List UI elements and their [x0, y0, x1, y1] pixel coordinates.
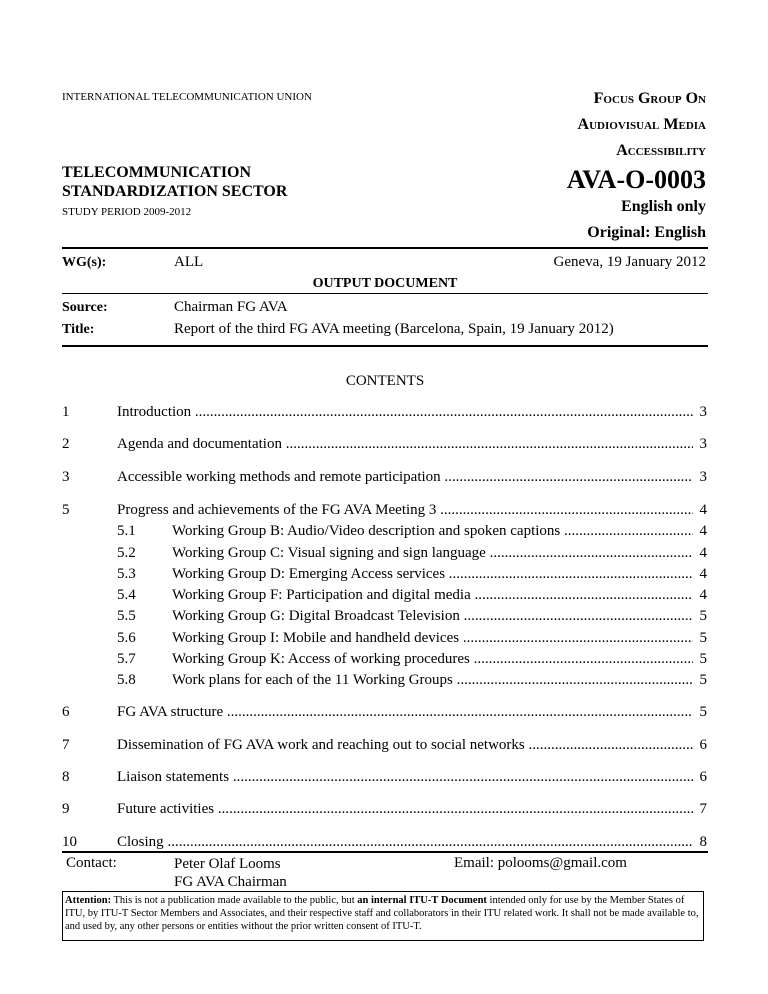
toc-page-number: 3: [699, 469, 707, 485]
contact-role: FG AVA Chairman: [174, 874, 287, 890]
toc-page-number: 5: [699, 704, 707, 720]
toc-title: Liaison statements .....: [117, 769, 693, 786]
toc-number: 2: [62, 436, 70, 452]
toc-page-number: 4: [699, 545, 707, 561]
focus-group-name: [406, 86, 706, 164]
toc-title: Future activities .....: [117, 801, 693, 818]
toc-page-number: 5: [699, 608, 707, 624]
language-note: English only: [621, 198, 706, 215]
toc-number: 8: [62, 769, 70, 785]
toc-entry[interactable]: [62, 651, 707, 671]
toc-page-number: 4: [699, 566, 707, 582]
focus-group-line-3: Accessibility: [616, 142, 706, 159]
toc-page-number: 3: [699, 436, 707, 452]
toc-entry[interactable]: [62, 436, 707, 456]
toc-page-number: 8: [699, 834, 707, 850]
focus-group-line-2: Audiovisual Media: [577, 116, 706, 133]
toc-page-number: 5: [699, 630, 707, 646]
header-divider: [62, 247, 708, 249]
toc-title: Working Group K: Access of working procedures .....: [172, 651, 693, 668]
document-type: OUTPUT DOCUMENT: [312, 276, 458, 291]
toc-entry[interactable]: [62, 608, 707, 628]
toc-title: Agenda and documentation .....: [117, 436, 693, 453]
toc-number: 5.6: [117, 630, 136, 646]
toc-entry[interactable]: [62, 672, 707, 692]
source-value: Chairman FG AVA: [174, 299, 288, 315]
contact-email: Email: polooms@gmail.com: [454, 855, 627, 871]
original-language: Original: English: [587, 224, 706, 241]
sector-line-1: TELECOMMUNICATION: [62, 164, 252, 181]
toc-number: 5: [62, 502, 70, 518]
toc-number: 5.1: [117, 523, 136, 539]
toc-title: Working Group F: Participation and digital media .....: [172, 587, 693, 604]
focus-group-line-1: Focus Group On: [593, 90, 706, 107]
source-label: Source:: [62, 300, 108, 315]
document-number: AVA-O-0003: [566, 165, 706, 194]
toc-title: Dissemination of FG AVA work and reaching out to social networks .....: [117, 737, 693, 754]
attention-prefix: Attention:: [65, 895, 112, 906]
toc-number: 5.2: [117, 545, 136, 561]
contact-name: Peter Olaf Looms: [174, 856, 281, 872]
wg-label: WG(s):: [62, 255, 107, 270]
toc-entry[interactable]: [62, 545, 707, 565]
toc-entry[interactable]: [62, 737, 707, 757]
meta-divider: [62, 293, 708, 294]
toc-number: 6: [62, 704, 70, 720]
attention-text-1: This is not a publication made available to the public, but: [111, 895, 358, 906]
toc-page-number: 6: [699, 769, 707, 785]
attention-notice: [62, 891, 704, 941]
toc-title: FG AVA structure .....: [117, 704, 693, 721]
union-name: INTERNATIONAL TELECOMMUNICATION UNION: [62, 91, 312, 103]
toc-number: 1: [62, 404, 70, 420]
toc-number: 5.8: [117, 672, 136, 688]
attention-internal-doc: an internal ITU-T Document: [357, 895, 487, 906]
toc-entry[interactable]: [62, 769, 707, 789]
wg-value: ALL: [174, 254, 204, 270]
contact-label: Contact:: [66, 855, 117, 871]
toc-page-number: 3: [699, 404, 707, 420]
toc-title: Accessible working methods and remote participation .....: [117, 469, 693, 486]
toc-page-number: 7: [699, 801, 707, 817]
place-date: Geneva, 19 January 2012: [553, 254, 706, 270]
toc-entry[interactable]: [62, 704, 707, 724]
toc-page-number: 4: [699, 523, 707, 539]
title-label: Title:: [62, 322, 95, 337]
contents-heading: CONTENTS: [345, 373, 425, 389]
toc-number: 3: [62, 469, 70, 485]
toc-page-number: 5: [699, 651, 707, 667]
toc-title: Closing .....: [117, 834, 693, 851]
toc-title: Working Group C: Visual signing and sign language .....: [172, 545, 693, 562]
toc-title: Working Group D: Emerging Access services .....: [172, 566, 693, 583]
toc-number: 5.3: [117, 566, 136, 582]
toc-entry[interactable]: [62, 630, 707, 650]
toc-entry[interactable]: [62, 502, 707, 522]
toc-number: 5.7: [117, 651, 136, 667]
toc-title: Progress and achievements of the FG AVA Meeting 3 .....: [117, 502, 693, 519]
toc-entry[interactable]: [62, 523, 707, 543]
toc-entry[interactable]: [62, 566, 707, 586]
toc-number: 5.5: [117, 608, 136, 624]
toc-page-number: 6: [699, 737, 707, 753]
toc-title: Work plans for each of the 11 Working Groups .....: [172, 672, 693, 689]
toc-title: Working Group B: Audio/Video description and spoken captions .....: [172, 523, 693, 540]
toc-number: 10: [62, 834, 77, 850]
toc-page-number: 4: [699, 587, 707, 603]
sector-line-2: STANDARDIZATION SECTOR: [62, 183, 288, 200]
toc-page-number: 4: [699, 502, 707, 518]
toc-number: 5.4: [117, 587, 136, 603]
toc-entry[interactable]: [62, 469, 707, 489]
contact-person: [174, 855, 287, 891]
toc-entry[interactable]: [62, 404, 707, 424]
title-divider: [62, 345, 708, 347]
toc-number: 7: [62, 737, 70, 753]
toc-page-number: 5: [699, 672, 707, 688]
toc-entry[interactable]: [62, 801, 707, 821]
study-period: STUDY PERIOD 2009-2012: [62, 206, 192, 218]
contact-divider: [62, 851, 708, 853]
toc-title: Working Group G: Digital Broadcast Television .....: [172, 608, 693, 625]
attention-text-2: intended only for use by the Member States of ITU, by ITU-T Sector Members and Associates, and their respective staff and collaborators in their ITU related work. It shall not be made available to, and used by, any other persons or entities without the prior written consent of ITU-T.: [65, 895, 699, 932]
toc-number: 9: [62, 801, 70, 817]
toc-entry[interactable]: [62, 587, 707, 607]
toc-title: Working Group I: Mobile and handheld devices .....: [172, 630, 693, 647]
title-value: Report of the third FG AVA meeting (Barcelona, Spain, 19 January 2012): [174, 321, 614, 337]
sector-name: [62, 163, 287, 201]
toc-title: Introduction .....: [117, 404, 693, 421]
